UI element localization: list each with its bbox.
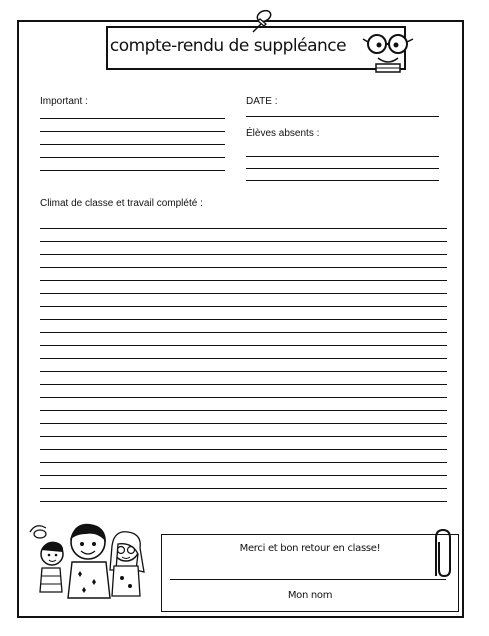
important-line[interactable] — [40, 131, 225, 132]
climat-line[interactable] — [40, 306, 447, 307]
important-label: Important : — [40, 96, 88, 107]
date-line[interactable] — [246, 116, 439, 117]
climat-line[interactable] — [40, 293, 447, 294]
climat-line[interactable] — [40, 436, 447, 437]
important-line[interactable] — [40, 157, 225, 158]
climat-line[interactable] — [40, 449, 447, 450]
climat-line[interactable] — [40, 319, 447, 320]
climat-line[interactable] — [40, 501, 447, 502]
climat-line[interactable] — [40, 254, 447, 255]
climat-label: Climat de classe et travail complété : — [40, 198, 203, 209]
climat-line[interactable] — [40, 345, 447, 346]
absents-label: Élèves absents : — [246, 128, 320, 139]
climat-line[interactable] — [40, 384, 447, 385]
climat-line[interactable] — [40, 423, 447, 424]
my-name-label: Mon nom — [287, 590, 333, 601]
paperclip-icon — [426, 526, 456, 580]
absents-line[interactable] — [246, 168, 439, 169]
climat-line[interactable] — [40, 475, 447, 476]
absents-line[interactable] — [246, 180, 439, 181]
climat-line[interactable] — [40, 410, 447, 411]
important-line[interactable] — [40, 144, 225, 145]
climat-line[interactable] — [40, 397, 447, 398]
climat-line[interactable] — [40, 267, 447, 268]
important-line[interactable] — [40, 170, 225, 171]
absents-line[interactable] — [246, 156, 439, 157]
climat-line[interactable] — [40, 280, 447, 281]
signature-box — [161, 534, 459, 612]
climat-line[interactable] — [40, 358, 447, 359]
date-label: DATE : — [246, 96, 278, 107]
climat-line[interactable] — [40, 228, 447, 229]
important-line[interactable] — [40, 118, 225, 119]
climat-line[interactable] — [40, 371, 447, 372]
climat-line[interactable] — [40, 462, 447, 463]
climat-line[interactable] — [40, 332, 447, 333]
thanks-message: Merci et bon retour en classe! — [239, 543, 381, 554]
signature-line[interactable] — [170, 579, 446, 580]
pushpin-icon — [248, 8, 276, 34]
children-illustration — [26, 520, 152, 600]
glasses-mascot-icon — [362, 30, 414, 74]
climat-line[interactable] — [40, 488, 447, 489]
page-title: compte-rendu de suppléance — [109, 36, 347, 56]
climat-line[interactable] — [40, 241, 447, 242]
